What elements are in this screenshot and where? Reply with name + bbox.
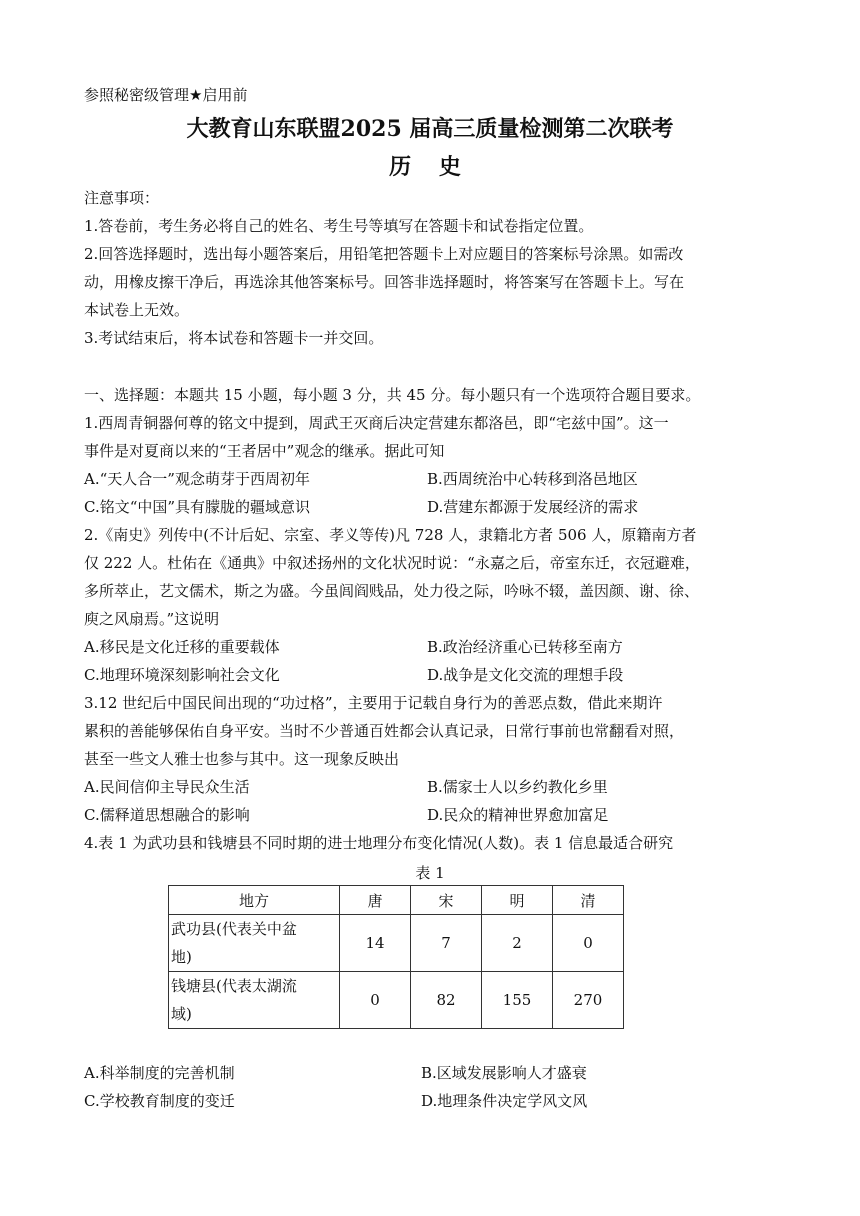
row-label-line: 地)	[171, 948, 192, 966]
table-row	[169, 972, 624, 1029]
table-header-cell: 唐	[340, 886, 411, 915]
data-table	[168, 885, 624, 1029]
question-1-stem: 事件是对夏商以来的“王者居中”观念的继承。据此可知	[84, 442, 445, 460]
table-cell: 7	[411, 915, 482, 972]
table-cell: 82	[411, 972, 482, 1029]
table-header-cell: 地方	[169, 886, 340, 915]
row-label-line: 钱塘县(代表太湖流	[171, 977, 297, 995]
row-label-line: 武功县(代表关中盆	[171, 920, 297, 938]
question-2-stem: 仅 222 人。杜佑在《通典》中叙述扬州的文化状况时说：“永嘉之后，帝室东迁，衣冠避难，	[84, 554, 700, 572]
question-1-stem: 1.西周青铜器何尊的铭文中提到，周武王灭商后决定营建东都洛邑，即“宅兹中国”。这一	[84, 414, 669, 432]
question-4-option-a: A.科举制度的完善机制	[84, 1064, 235, 1082]
question-1-option-a: A.“天人合一”观念萌芽于西周初年	[84, 470, 310, 488]
question-2-option-b: B.政治经济重心已转移至南方	[427, 638, 623, 656]
table-cell: 2	[482, 915, 553, 972]
table-cell: 270	[553, 972, 624, 1029]
table-row-label	[169, 915, 340, 972]
table-cell: 0	[553, 915, 624, 972]
section-heading: 一、选择题：本题共 15 小题，每小题 3 分，共 45 分。每小题只有一个选项符合题目要求。	[84, 386, 701, 404]
question-4-stem: 4.表 1 为武功县和钱塘县不同时期的进士地理分布变化情况(人数)。表 1 信息最适合研究	[84, 834, 674, 852]
table-caption: 表 1	[415, 864, 445, 882]
table-header-cell: 明	[482, 886, 553, 915]
subject-title: 历 史	[389, 154, 471, 180]
question-3-stem: 甚至一些文人雅士也参与其中。这一现象反映出	[84, 750, 400, 768]
table-row	[169, 915, 624, 972]
question-1-option-b: B.西周统治中心转移到洛邑地区	[427, 470, 638, 488]
question-4-option-d: D.地理条件决定学风文风	[421, 1092, 588, 1110]
question-3-stem: 累积的善能够保佑自身平安。当时不少普通百姓都会认真记录，日常行事前也常翻看对照，	[84, 722, 685, 740]
question-3-option-c: C.儒释道思想融合的影响	[84, 806, 250, 824]
table-row-label	[169, 972, 340, 1029]
notice-heading: 注意事项：	[84, 189, 160, 207]
question-1-option-d: D.营建东都源于发展经济的需求	[427, 498, 639, 516]
question-2-stem: 多所萃止，艺文儒术，斯之为盛。今虽闾阎贱品，处力役之际，吟咏不辍，盖因颜、谢、徐、	[84, 582, 700, 600]
table-cell: 155	[482, 972, 553, 1029]
notice-line: 本试卷上无效。	[84, 301, 190, 319]
table-header-row	[169, 886, 624, 915]
question-4-option-c: C.学校教育制度的变迁	[84, 1092, 235, 1110]
question-4-option-b: B.区域发展影响人才盛衰	[421, 1064, 587, 1082]
table-header-cell: 宋	[411, 886, 482, 915]
table-cell: 0	[340, 972, 411, 1029]
notice-line: 2.回答选择题时，选出每小题答案后，用铅笔把答题卡上对应题目的答案标号涂黑。如需改	[84, 245, 684, 263]
question-3-option-b: B.儒家士人以乡约教化乡里	[427, 778, 608, 796]
question-3-option-a: A.民间信仰主导民众生活	[84, 778, 250, 796]
question-2-option-d: D.战争是文化交流的理想手段	[427, 666, 624, 684]
notice-line: 1.答卷前，考生务必将自己的姓名、考生号等填写在答题卡和试卷指定位置。	[84, 217, 594, 235]
table-header-cell: 清	[553, 886, 624, 915]
table-cell: 14	[340, 915, 411, 972]
secret-label: 参照秘密级管理★启用前	[84, 86, 248, 104]
question-2-option-a: A.移民是文化迁移的重要载体	[84, 638, 280, 656]
question-2-stem: 庾之风扇焉。”这说明	[84, 610, 220, 628]
notice-line: 3.考试结束后，将本试卷和答题卡一并交回。	[84, 329, 384, 347]
question-3-option-d: D.民众的精神世界愈加富足	[427, 806, 609, 824]
notice-line: 动，用橡皮擦干净后，再选涂其他答案标号。回答非选择题时，将答案写在答题卡上。写在	[84, 273, 685, 291]
question-2-stem: 2.《南史》列传中(不计后妃、宗室、孝义等传)凡 728 人，隶籍北方者 506 人，原籍南方者	[84, 526, 697, 544]
exam-title: 大教育山东联盟2025 届高三质量检测第二次联考	[186, 116, 674, 142]
question-1-option-c: C.铭文“中国”具有朦胧的疆域意识	[84, 498, 311, 516]
row-label-line: 域)	[171, 1005, 192, 1023]
question-3-stem: 3.12 世纪后中国民间出现的“功过格”，主要用于记载自身行为的善恶点数，借此来期许	[84, 694, 663, 712]
question-2-option-c: C.地理环境深刻影响社会文化	[84, 666, 280, 684]
